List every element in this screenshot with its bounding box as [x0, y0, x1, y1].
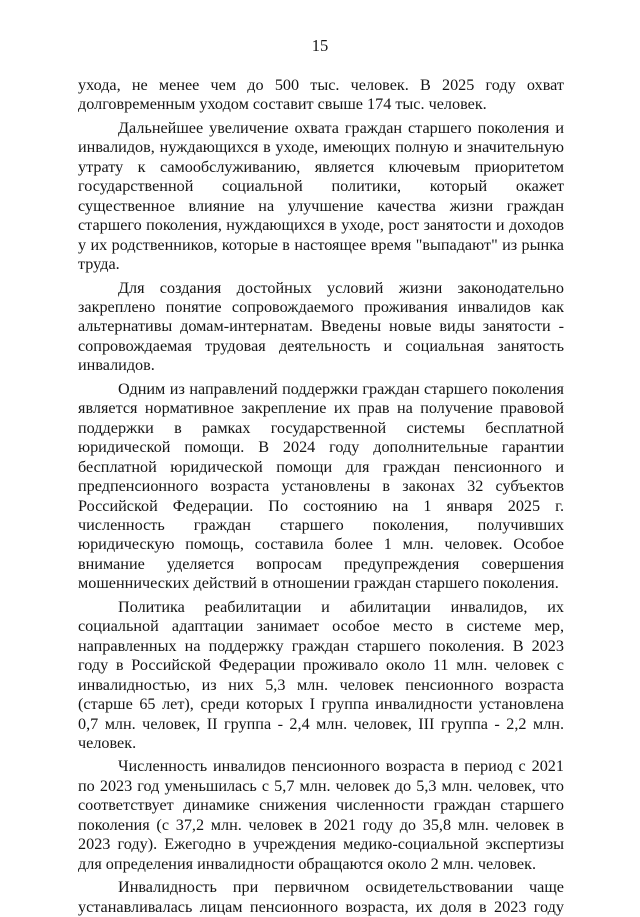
page-number: 15 — [311, 36, 329, 55]
paragraph-continuation: ухода, не менее чем до 500 тыс. человек. В 2025 году охват долговременным уходом составит свыше 174 тыс. человек. — [78, 76, 564, 114]
paragraph-supported-living: Для создания достойных условий жизни законодательно закреплено понятие сопровождаемого проживания инвалидов как альтернативы домам-интернатам. Введены новые виды занятости - сопровождаемая трудовая деятельность и социальная занятость инвалидов. — [78, 278, 564, 375]
paragraph-primary-examination: Инвалидность при первичном освидетельствовании чаще устанавливалась лицам пенсионного возраста, их доля в 2023 году — [78, 878, 564, 916]
paragraph-rehabilitation: Политика реабилитации и абилитации инвалидов, их социальной адаптации занимает особое место в системе мер, направленных на поддержку граждан старшего поколения. В 2023 году в Российской Федерации проживало около 11 млн. человек с инвалидностью, из них 5,3 млн. человек пенсионного возраста (старше 65 лет), среди которых I группа инвалидности установлена 0,7 млн. человек, II группа - 2,4 млн. человек, III группа - 2,2 млн. человек. — [78, 597, 564, 752]
paragraph-elderly-care: Дальнейшее увеличение охвата граждан старшего поколения и инвалидов, нуждающихся в уходе, имеющих полную и значительную утрату к самообслуживанию, является ключевым приоритетом государственной социальной политики, который окажет существенное влияние на улучшение качества жизни граждан старшего поколения, нуждающихся в уходе, рост занятости и доходов у их родственников, которые в настоящее время "выпадают" из рынка труда. — [78, 118, 564, 274]
body-text — [78, 76, 564, 917]
paragraph-legal-support: Одним из направлений поддержки граждан старшего поколения является нормативное закрепление их прав на получение правовой поддержки в рамках государственной системы бесплатной юридической помощи. В 2024 году дополнительные гарантии бесплатной юридической помощи для граждан пенсионного и предпенсионного возраста установлены в законах 32 субъектов Российской Федерации. По состоянию на 1 января 2025 г. численность граждан старшего поколения, получивших юридическую помощь, составила более 1 млн. человек. Особое внимание уделяется вопросам предупреждения совершения мошеннических действий в отношении граждан старшего поколения. — [78, 379, 564, 593]
paragraph-disability-statistics: Численность инвалидов пенсионного возраста в период с 2021 по 2023 год уменьшилась с 5,7 млн. человек до 5,3 млн. человек, что соответствует динамике снижения численности граждан старшего поколения (с 37,2 млн. человек в 2021 году до 35,8 млн. человек в 2023 году). Ежегодно в учреждения медико-социальной экспертизы для определения инвалидности обращаются около 2 млн. человек. — [78, 757, 564, 873]
